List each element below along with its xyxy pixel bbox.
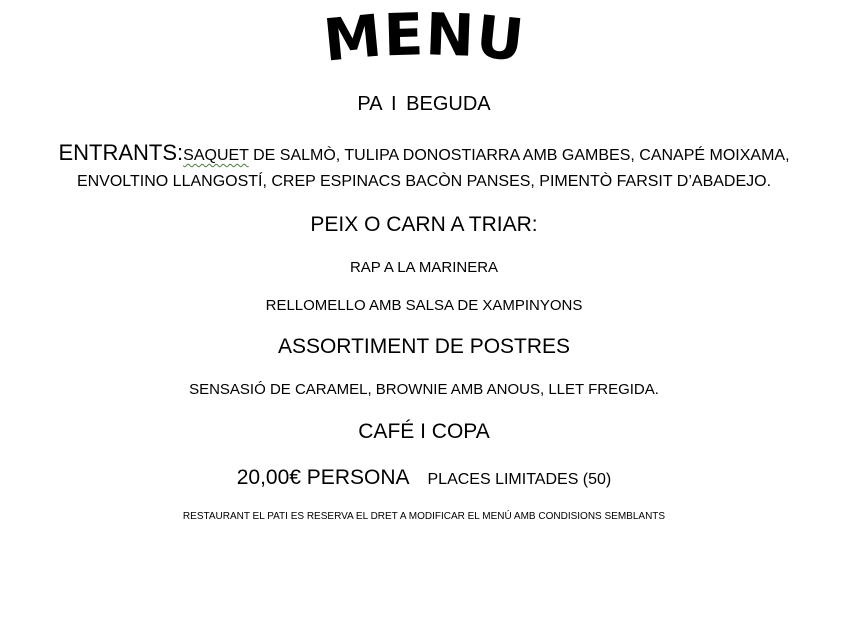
starters-line-1 [0,140,848,166]
limited-places: PLACES LIMITADES (50) [427,471,612,488]
dessert-heading: ASSORTIMENT DE POSTRES [277,335,571,358]
coffee-and-drink: CAFÉ I COPA [358,420,490,443]
menu-title-block [0,8,848,78]
main-course-heading: PEIX O CARN A TRIAR: [310,213,538,236]
main-option-meat: RELLOMELLO AMB SALSA DE XAMPINYONS [265,297,583,314]
bread-and-drink: PA I BEGUDA [357,93,491,115]
menu-title [321,8,528,75]
starters-first-item: SAQUET [183,147,249,164]
dessert-items: SENSASIÓ DE CARAMEL, BROWNIE AMB ANOUS, LLET FREGIDA. [189,381,659,398]
starters-label: ENTRANTS: [58,140,184,165]
menu-title-text: MENU [320,8,528,75]
menu-title-wordart [294,8,554,78]
starters-line-2: ENVOLTINO LLANGOSTÍ, CREP ESPINACS BACÒN PANSES, PIMENTÒ FARSIT D’ABADEJO. [76,173,772,190]
restaurant-disclaimer: RESTAURANT EL PATI ES RESERVA EL DRET A MODIFICAR EL MENÚ AMB CONDISIONS SEMBLANTS [182,511,666,522]
price-per-person: 20,00€ PERSONA [236,466,410,489]
price-line [0,466,848,490]
main-option-fish: RAP A LA MARINERA [349,259,499,276]
starters-line-1-rest: DE SALMÒ, TULIPA DONOSTIARRA AMB GAMBES, CANAPÉ MOIXAMA, [248,147,790,164]
